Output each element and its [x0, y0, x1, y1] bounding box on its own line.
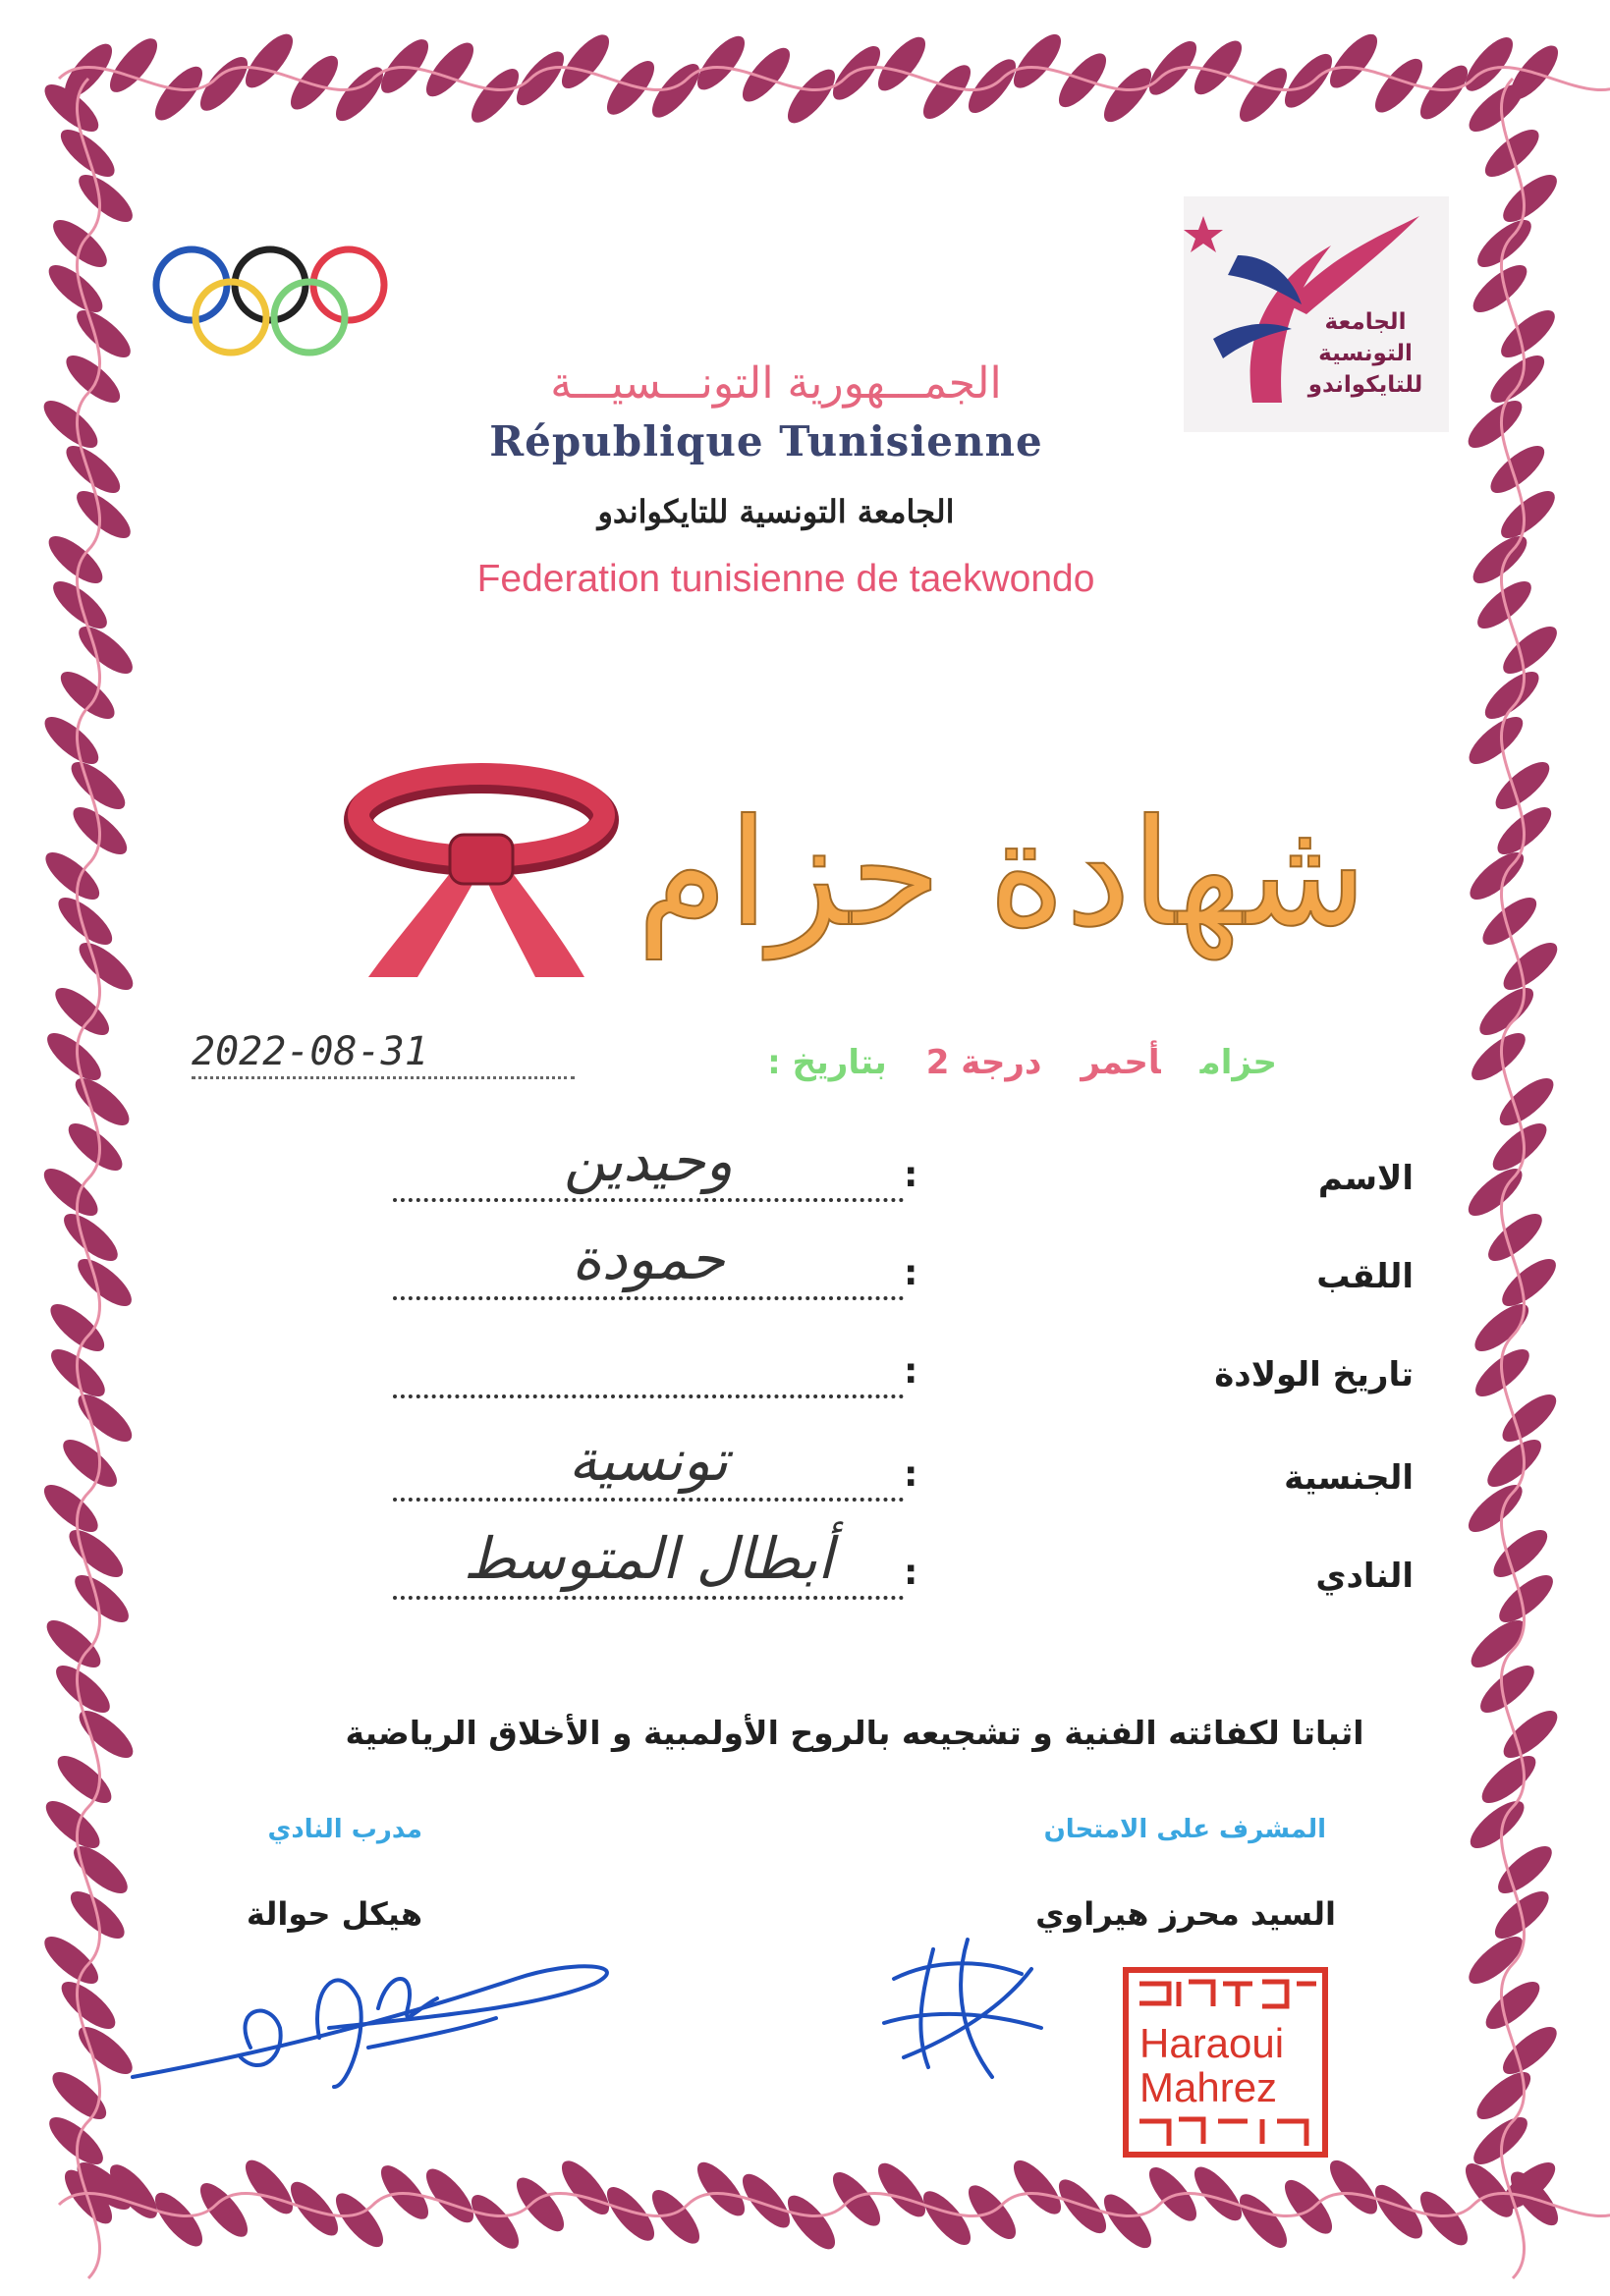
border-leaf	[62, 1522, 130, 1585]
border-leaf	[690, 2156, 752, 2223]
field-dotted-line	[393, 1296, 904, 1300]
border-leaf	[1494, 483, 1562, 546]
border-leaf	[1494, 302, 1562, 365]
border-leaf	[42, 528, 110, 591]
border-leaf	[147, 60, 210, 128]
border-leaf	[54, 664, 122, 727]
border-vine	[77, 79, 99, 2278]
field-value: أبطال المتوسط	[463, 1525, 834, 1592]
field-colon: :	[904, 1553, 918, 1593]
republic-name-arabic: الجمـــهورية التونـــسيـــة	[550, 358, 1002, 409]
belt-color: أحمر	[1081, 1043, 1161, 1082]
border-leaf	[554, 2154, 617, 2221]
border-leaf	[70, 302, 138, 365]
field-label: النادي	[1315, 1557, 1414, 1596]
stamp-line-2: Mahrez	[1139, 2064, 1278, 2110]
field-value: وحيدين	[563, 1127, 734, 1194]
border-leaf	[1277, 2173, 1340, 2241]
olympic-rings-logo	[147, 241, 432, 358]
coach-name: هيكل حوالة	[246, 1895, 422, 1933]
border-leaf	[70, 483, 138, 546]
border-leaf	[1413, 2185, 1475, 2253]
field-value: حمودة	[572, 1226, 725, 1292]
supervisor-signature	[874, 1930, 1051, 2087]
degree-label: درجة 2	[925, 1043, 1042, 1082]
border-leaf	[40, 1613, 108, 1675]
date-label: بتاريخ :	[767, 1043, 887, 1082]
field-colon: :	[904, 1253, 918, 1293]
certificate-statement: اثباتا لكفائته الفنية و تشجيعه بالروح الأولمبية و الأخلاق الرياضية	[345, 1714, 1364, 1752]
stamp-line-1: Haraoui	[1139, 2020, 1285, 2066]
border-leaf	[1464, 1793, 1531, 1856]
border-leaf	[39, 1793, 107, 1856]
border-leaf	[1006, 27, 1069, 95]
supervisor-role: المشرف على الامتحان	[1043, 1815, 1326, 1844]
field-dotted-line	[393, 1498, 904, 1502]
border-leaf	[1465, 1025, 1532, 1088]
federation-logo-text: الجامعة التونسية للتايكواندو	[1307, 309, 1423, 398]
border-leaf	[418, 2162, 481, 2230]
border-leaf	[69, 1070, 137, 1133]
border-leaf	[1481, 1206, 1549, 1269]
official-stamp	[1120, 1964, 1331, 2160]
date-value: 2022-08-31	[192, 1029, 575, 1079]
border-leaf	[40, 1025, 108, 1088]
field-label: الجنسية	[1284, 1458, 1414, 1498]
border-leaf	[1467, 2109, 1534, 2172]
border-leaf	[56, 1432, 124, 1495]
border-leaf	[68, 1567, 136, 1630]
border-leaf	[328, 60, 391, 128]
federation-name-arabic: الجامعة التونسية للتايكواندو	[597, 493, 955, 530]
border-leaf	[65, 754, 133, 817]
border-leaf	[1475, 890, 1543, 953]
border-leaf	[328, 2186, 391, 2254]
border-leaf	[1096, 2187, 1159, 2255]
border-leaf	[1493, 1070, 1561, 1133]
field-label: اللقب	[1316, 1257, 1414, 1296]
field-dotted-line	[393, 1394, 904, 1398]
republic-name-french: République Tunisienne	[489, 417, 1043, 465]
field-colon: :	[904, 1454, 918, 1495]
border-leaf	[554, 27, 617, 95]
border-leaf	[599, 2180, 662, 2248]
field-dotted-line	[393, 1198, 904, 1202]
field-colon: :	[904, 1155, 918, 1195]
border-leaf	[1462, 709, 1529, 772]
border-leaf	[1322, 2154, 1385, 2221]
coach-role: مدرب النادي	[267, 1815, 422, 1844]
certificate-title: شهادة حزام	[637, 789, 1367, 959]
border-leaf	[1096, 61, 1159, 129]
belt-label: حزام	[1199, 1043, 1277, 1082]
border-leaf	[1471, 212, 1538, 275]
border-leaf	[1495, 1251, 1563, 1314]
border-leaf	[1232, 61, 1295, 129]
border-leaf	[193, 2176, 255, 2244]
border-leaf	[1462, 1929, 1529, 1992]
border-leaf	[48, 980, 116, 1043]
border-leaf	[1232, 2187, 1295, 2255]
coach-signature	[123, 1940, 634, 2106]
border-leaf	[780, 63, 843, 131]
border-leaf	[1496, 167, 1564, 230]
belt-info-row	[550, 1043, 1277, 1082]
field-label: الاسم	[1317, 1159, 1414, 1198]
border-leaf	[870, 30, 933, 98]
border-leaf	[735, 41, 798, 109]
border-leaf	[238, 27, 301, 95]
border-leaf	[870, 2157, 933, 2224]
border-leaf	[1465, 1613, 1532, 1675]
border-leaf	[916, 58, 978, 126]
border-leaf	[283, 49, 346, 117]
border-leaf	[464, 2188, 527, 2256]
border-leaf	[51, 1748, 119, 1811]
border-leaf	[1479, 1974, 1547, 2037]
red-belt-icon	[334, 756, 629, 992]
border-leaf	[71, 1251, 139, 1314]
border-leaf	[825, 39, 888, 107]
border-leaf	[59, 348, 127, 410]
field-dotted-line	[393, 1596, 904, 1600]
border-leaf	[1497, 935, 1565, 998]
border-leaf	[1496, 2019, 1564, 2082]
federation-name-french: Federation tunisienne de taekwondo	[476, 558, 1095, 600]
border-leaf	[72, 619, 139, 682]
border-leaf	[193, 50, 255, 118]
field-label: تاريخ الولادة	[1214, 1355, 1414, 1394]
border-leaf	[147, 2186, 210, 2254]
border-leaf	[690, 29, 752, 97]
border-leaf	[1470, 2064, 1537, 2127]
federation-logo	[1184, 196, 1449, 432]
field-colon: :	[904, 1351, 918, 1392]
border-leaf	[825, 2165, 888, 2233]
border-leaf	[509, 2170, 572, 2238]
border-leaf	[37, 709, 105, 772]
field-value: تونسية	[568, 1427, 729, 1494]
supervisor-name: السيد محرز هيراوي	[1035, 1895, 1336, 1933]
border-leaf	[1472, 980, 1540, 1043]
border-leaf	[102, 31, 165, 99]
